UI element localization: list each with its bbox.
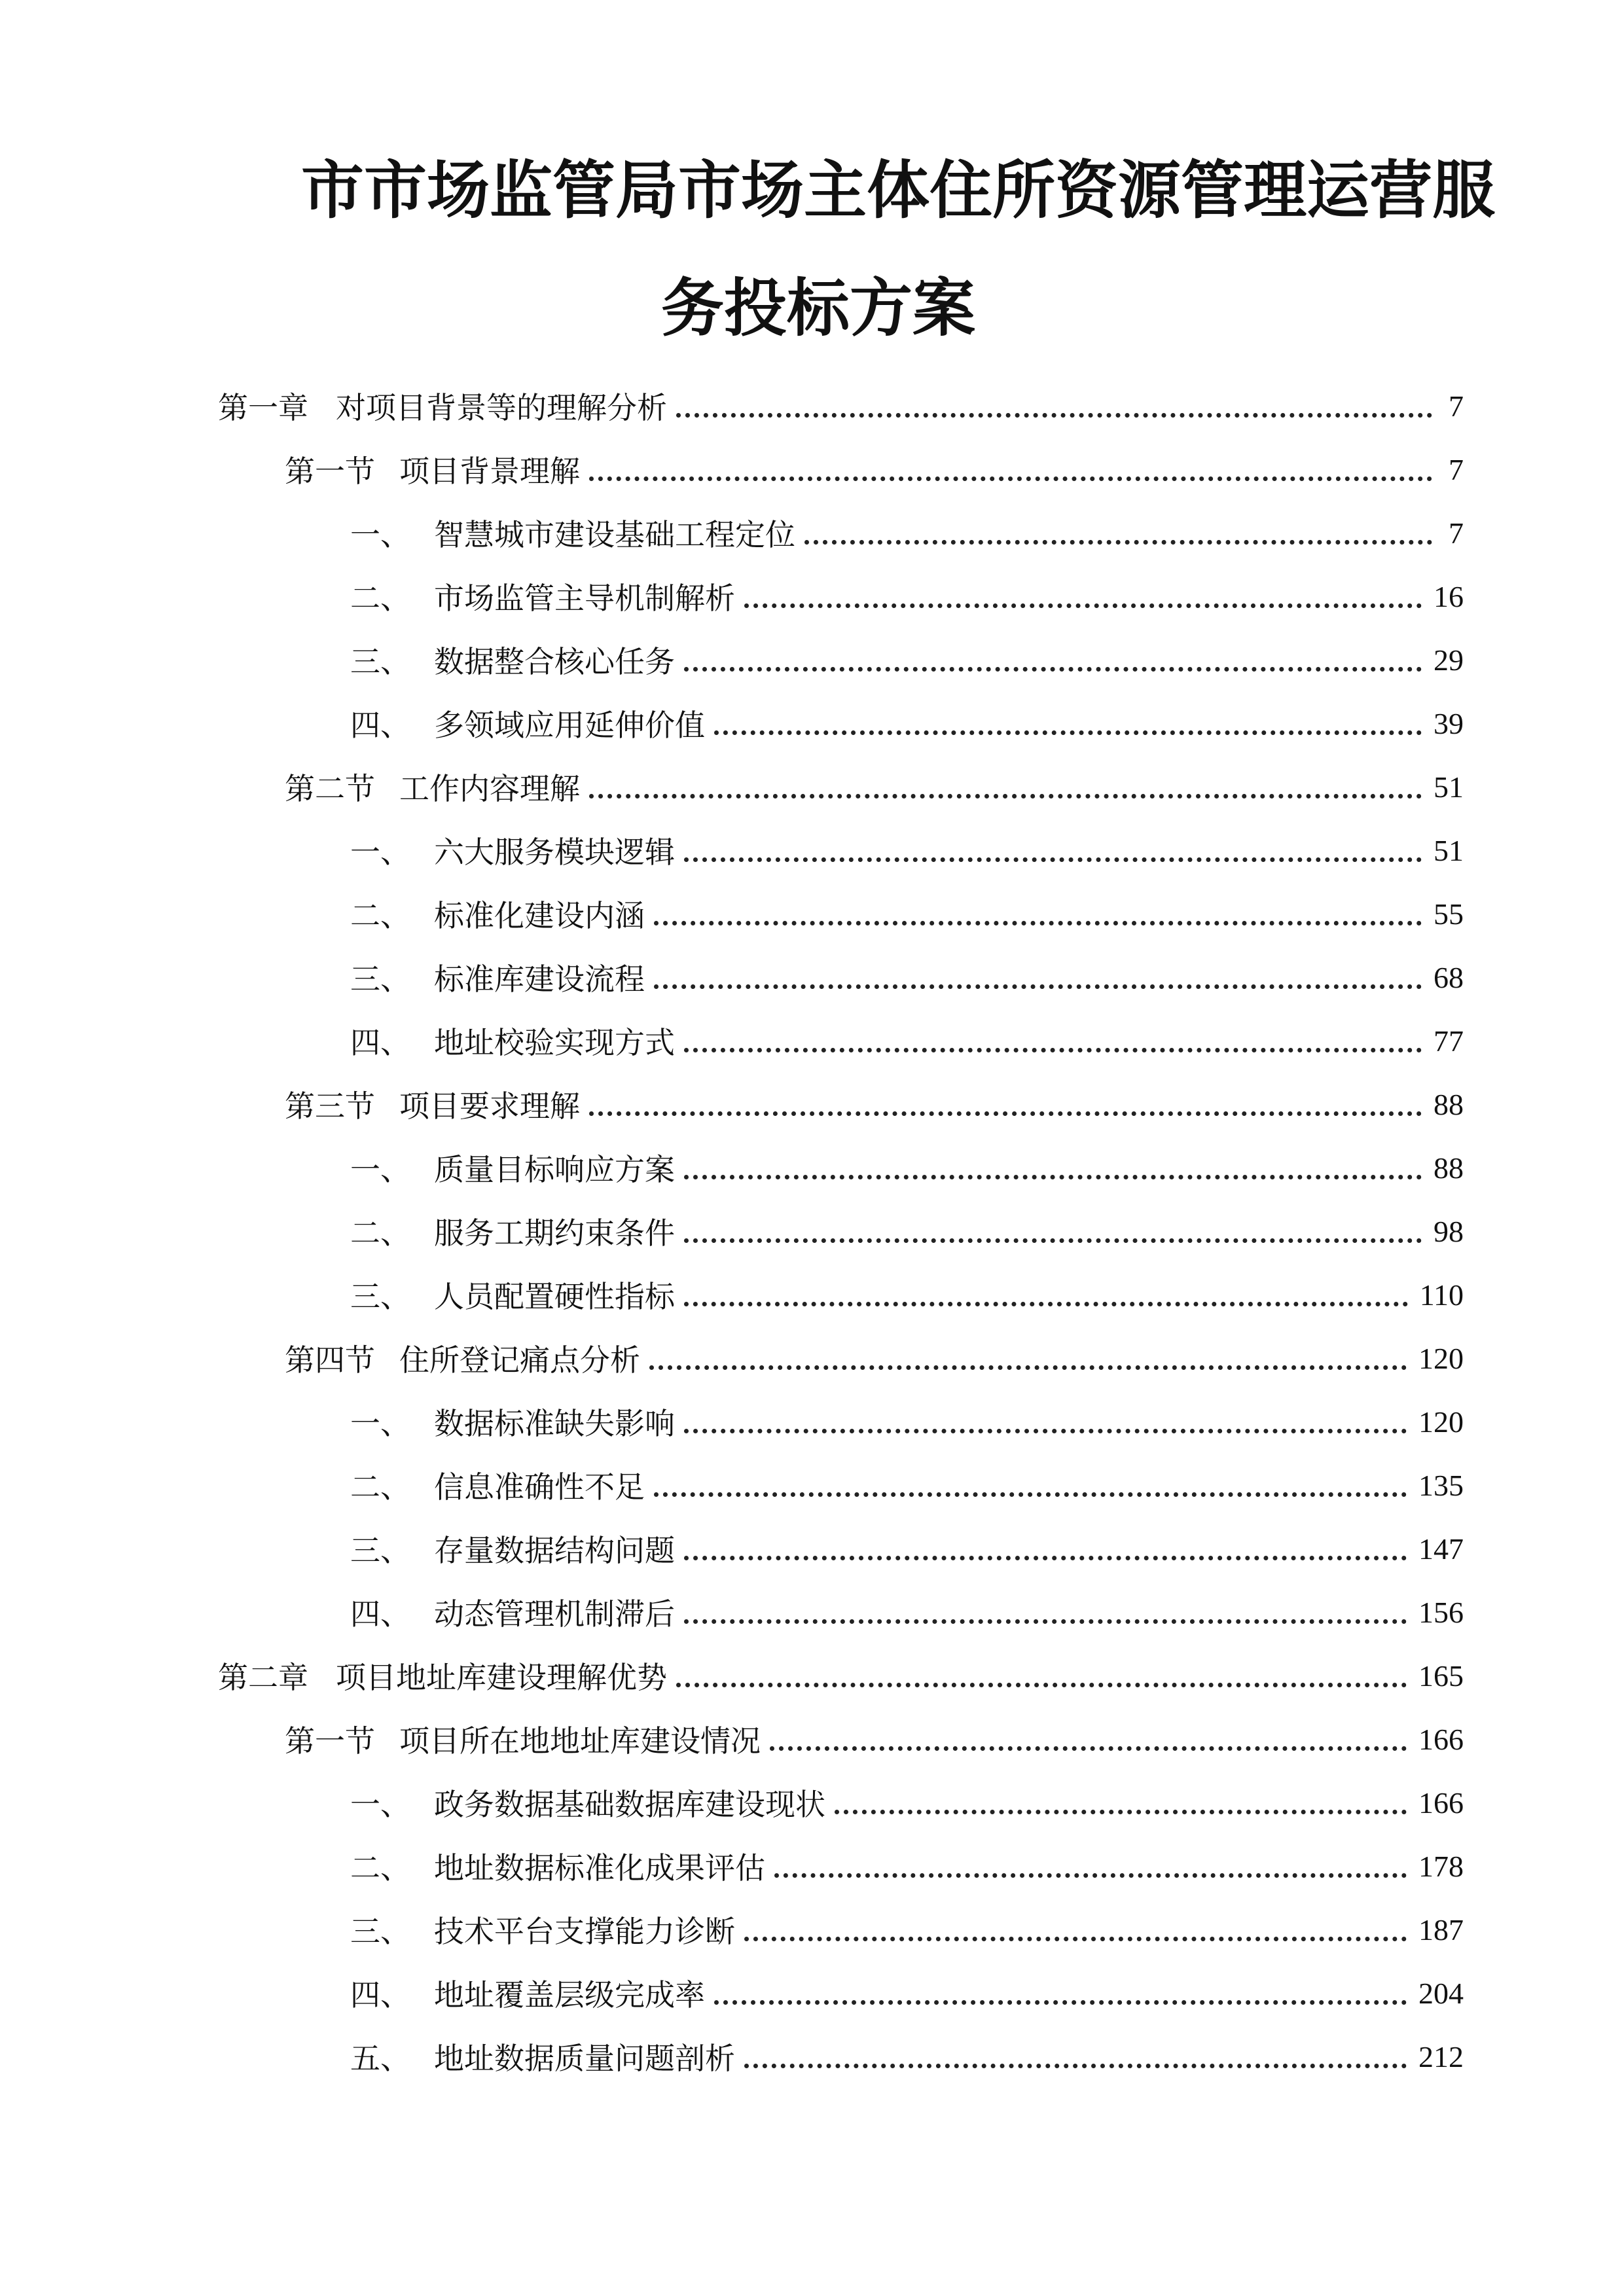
- toc-dot-leader: [654, 1487, 1407, 1497]
- toc-entry-number: 四、: [350, 1025, 410, 1060]
- toc-entry-subsection[interactable]: [350, 1141, 1464, 1194]
- toc-entry-number: 二、: [350, 581, 410, 616]
- toc-entry-section[interactable]: [285, 761, 1464, 813]
- toc-entry-number: 三、: [350, 961, 410, 997]
- toc-entry-page: 7: [1449, 516, 1464, 550]
- toc-entry-title: 服务工期约束条件: [434, 1215, 675, 1251]
- toc-entry-title: 项目所在地地址库建设情况: [399, 1723, 761, 1759]
- toc-entry-number: 一、: [350, 834, 410, 870]
- toc-entry-title: 工作内容理解: [399, 771, 580, 806]
- toc-entry-number: 第一节: [285, 1723, 375, 1759]
- toc-dot-leader: [589, 1106, 1422, 1116]
- toc-entry-subsection[interactable]: [350, 1840, 1464, 1892]
- toc-entry-page: 212: [1418, 2039, 1464, 2073]
- toc-entry-number: 三、: [350, 1279, 410, 1314]
- toc-entry-title: 项目地址库建设理解优势: [336, 1660, 667, 1695]
- toc-entry-page: 55: [1434, 897, 1464, 931]
- toc-entry-page: 51: [1434, 770, 1464, 804]
- toc-entry-number: 二、: [350, 1850, 410, 1886]
- toc-entry-number: 二、: [350, 1469, 410, 1505]
- toc-entry-subsection[interactable]: [350, 1395, 1464, 1448]
- toc-entry-title: 标准化建设内涵: [434, 898, 645, 933]
- toc-dot-leader: [835, 1804, 1407, 1814]
- toc-entry-number: 四、: [350, 1596, 410, 1632]
- toc-entry-section[interactable]: [285, 1078, 1464, 1130]
- toc-entry-number: 二、: [350, 898, 410, 933]
- toc-entry-title: 多领域应用延伸价值: [434, 708, 705, 743]
- toc-entry-page: 16: [1434, 579, 1464, 613]
- toc-entry-subsection[interactable]: [350, 2030, 1464, 2083]
- toc-entry-subsection[interactable]: [350, 888, 1464, 940]
- toc-entry-title: 智慧城市建设基础工程定位: [434, 517, 795, 552]
- toc-entry-page: 51: [1434, 833, 1464, 867]
- toc-entry-number: 一、: [350, 1406, 410, 1441]
- toc-dot-leader: [770, 1741, 1407, 1751]
- toc-dot-leader: [589, 471, 1432, 481]
- toc-entry-section[interactable]: [285, 1713, 1464, 1765]
- toc-dot-leader: [744, 2058, 1407, 2068]
- toc-entry-subsection[interactable]: [350, 1268, 1464, 1321]
- toc-entry-title: 对项目背景等的理解分析: [336, 390, 667, 425]
- toc-entry-title: 地址数据质量问题剖析: [434, 2041, 735, 2076]
- toc-entry-title: 地址校验实现方式: [434, 1025, 675, 1060]
- toc-dot-leader: [714, 725, 1422, 735]
- toc-entry-title: 标准库建设流程: [434, 961, 645, 997]
- toc-dot-leader: [744, 598, 1422, 608]
- toc-entry-page: 156: [1418, 1595, 1464, 1629]
- toc-dot-leader: [684, 852, 1422, 862]
- toc-entry-page: 165: [1418, 1659, 1464, 1693]
- toc-entry-number: 二、: [350, 1215, 410, 1251]
- toc-entry-number: 第二节: [285, 771, 375, 806]
- toc-entry-title: 数据整合核心任务: [434, 644, 675, 679]
- toc-entry-title: 存量数据结构问题: [434, 1533, 675, 1568]
- toc-entry-page: 88: [1434, 1151, 1464, 1185]
- toc-entry-section[interactable]: [285, 1332, 1464, 1384]
- toc-dot-leader: [804, 535, 1432, 545]
- toc-dot-leader: [744, 1931, 1407, 1941]
- toc-dot-leader: [684, 1170, 1422, 1179]
- toc-entry-number: 第一章: [218, 390, 308, 425]
- toc-entry-title: 人员配置硬性指标: [434, 1279, 675, 1314]
- toc-entry-number: 第三节: [285, 1088, 375, 1124]
- toc-dot-leader: [589, 789, 1422, 798]
- toc-dot-leader: [774, 1868, 1407, 1878]
- toc-entry-title: 政务数据基础数据库建设现状: [434, 1787, 825, 1822]
- toc-entry-number: 第一节: [285, 454, 375, 489]
- toc-entry-page: 88: [1434, 1087, 1464, 1121]
- toc-dot-leader: [649, 1360, 1407, 1370]
- toc-entry-number: 三、: [350, 1533, 410, 1568]
- toc-entry-title: 信息准确性不足: [434, 1469, 645, 1505]
- document-title-line-2: 务投标方案: [661, 271, 975, 345]
- toc-entry-page: 120: [1418, 1405, 1464, 1439]
- toc-entry-number: 一、: [350, 1152, 410, 1187]
- document-title-line-1: 市市场监管局市场主体住所资源管理运营服: [301, 153, 1495, 227]
- toc-entry-page: 7: [1449, 452, 1464, 486]
- toc-dot-leader: [676, 408, 1432, 418]
- toc-entry-subsection[interactable]: [350, 1586, 1464, 1638]
- toc-entry-number: 第四节: [285, 1342, 375, 1378]
- toc-entry-chapter[interactable]: [218, 1649, 1464, 1702]
- toc-entry-page: 77: [1434, 1024, 1464, 1058]
- toc-entry-number: 四、: [350, 708, 410, 743]
- toc-entry-page: 147: [1418, 1532, 1464, 1566]
- toc-dot-leader: [684, 1233, 1422, 1243]
- toc-entry-page: 178: [1418, 1849, 1464, 1883]
- toc-entry-subsection[interactable]: [350, 570, 1464, 622]
- toc-entry-title: 六大服务模块逻辑: [434, 834, 675, 870]
- toc-entry-subsection[interactable]: [350, 1967, 1464, 2019]
- toc-entry-number: 一、: [350, 1787, 410, 1822]
- toc-entry-title: 质量目标响应方案: [434, 1152, 675, 1187]
- toc-entry-page: 68: [1434, 960, 1464, 994]
- toc-entry-title: 市场监管主导机制解析: [434, 581, 735, 616]
- toc-entry-page: 204: [1418, 1976, 1464, 2010]
- toc-entry-title: 住所登记痛点分析: [399, 1342, 640, 1378]
- toc-entry-page: 39: [1434, 706, 1464, 740]
- toc-entry-page: 166: [1418, 1785, 1464, 1820]
- toc-entry-title: 项目背景理解: [399, 454, 580, 489]
- toc-entry-number: 三、: [350, 644, 410, 679]
- toc-dot-leader: [684, 1297, 1408, 1306]
- toc-entry-subsection[interactable]: [350, 634, 1464, 686]
- toc-dot-leader: [654, 916, 1422, 925]
- toc-dot-leader: [684, 1551, 1407, 1560]
- toc-entry-number: 三、: [350, 1914, 410, 1949]
- toc-dot-leader: [684, 1614, 1407, 1624]
- toc-entry-section[interactable]: [285, 443, 1464, 495]
- toc-entry-chapter[interactable]: [218, 380, 1464, 432]
- toc-entry-title: 地址覆盖层级完成率: [434, 1977, 705, 2013]
- toc-entry-title: 动态管理机制滞后: [434, 1596, 675, 1632]
- toc-entry-page: 98: [1434, 1214, 1464, 1248]
- toc-entry-number: 第二章: [218, 1660, 308, 1695]
- toc-entry-page: 187: [1418, 1912, 1464, 1946]
- toc-entry-subsection[interactable]: [350, 1014, 1464, 1067]
- toc-entry-title: 数据标准缺失影响: [434, 1406, 675, 1441]
- toc-entry-subsection[interactable]: [350, 1459, 1464, 1511]
- toc-dot-leader: [684, 662, 1422, 672]
- toc-entry-subsection[interactable]: [350, 507, 1464, 559]
- toc-entry-subsection[interactable]: [350, 951, 1464, 1003]
- toc-dot-leader: [654, 979, 1422, 989]
- toc-entry-title: 地址数据标准化成果评估: [434, 1850, 765, 1886]
- toc-entry-number: 四、: [350, 1977, 410, 2013]
- toc-entry-subsection[interactable]: [350, 1205, 1464, 1257]
- toc-entry-subsection[interactable]: [350, 697, 1464, 749]
- toc-dot-leader: [676, 1677, 1407, 1687]
- toc-entry-page: 166: [1418, 1722, 1464, 1756]
- toc-entry-subsection[interactable]: [350, 824, 1464, 876]
- toc-dot-leader: [684, 1043, 1422, 1052]
- toc-entry-title: 项目要求理解: [399, 1088, 580, 1124]
- toc-dot-leader: [684, 1424, 1407, 1433]
- toc-entry-page: 135: [1418, 1468, 1464, 1502]
- toc-entry-page: 110: [1419, 1278, 1464, 1312]
- toc-entry-number: 五、: [350, 2041, 410, 2076]
- toc-entry-subsection[interactable]: [350, 1776, 1464, 1829]
- toc-entry-title: 技术平台支撑能力诊断: [434, 1914, 735, 1949]
- toc-entry-number: 一、: [350, 517, 410, 552]
- toc-entry-subsection[interactable]: [350, 1903, 1464, 1956]
- toc-dot-leader: [714, 1995, 1407, 2005]
- toc-entry-page: 120: [1418, 1341, 1464, 1375]
- toc-entry-page: 29: [1434, 643, 1464, 677]
- toc-entry-page: 7: [1449, 389, 1464, 423]
- toc-entry-subsection[interactable]: [350, 1522, 1464, 1575]
